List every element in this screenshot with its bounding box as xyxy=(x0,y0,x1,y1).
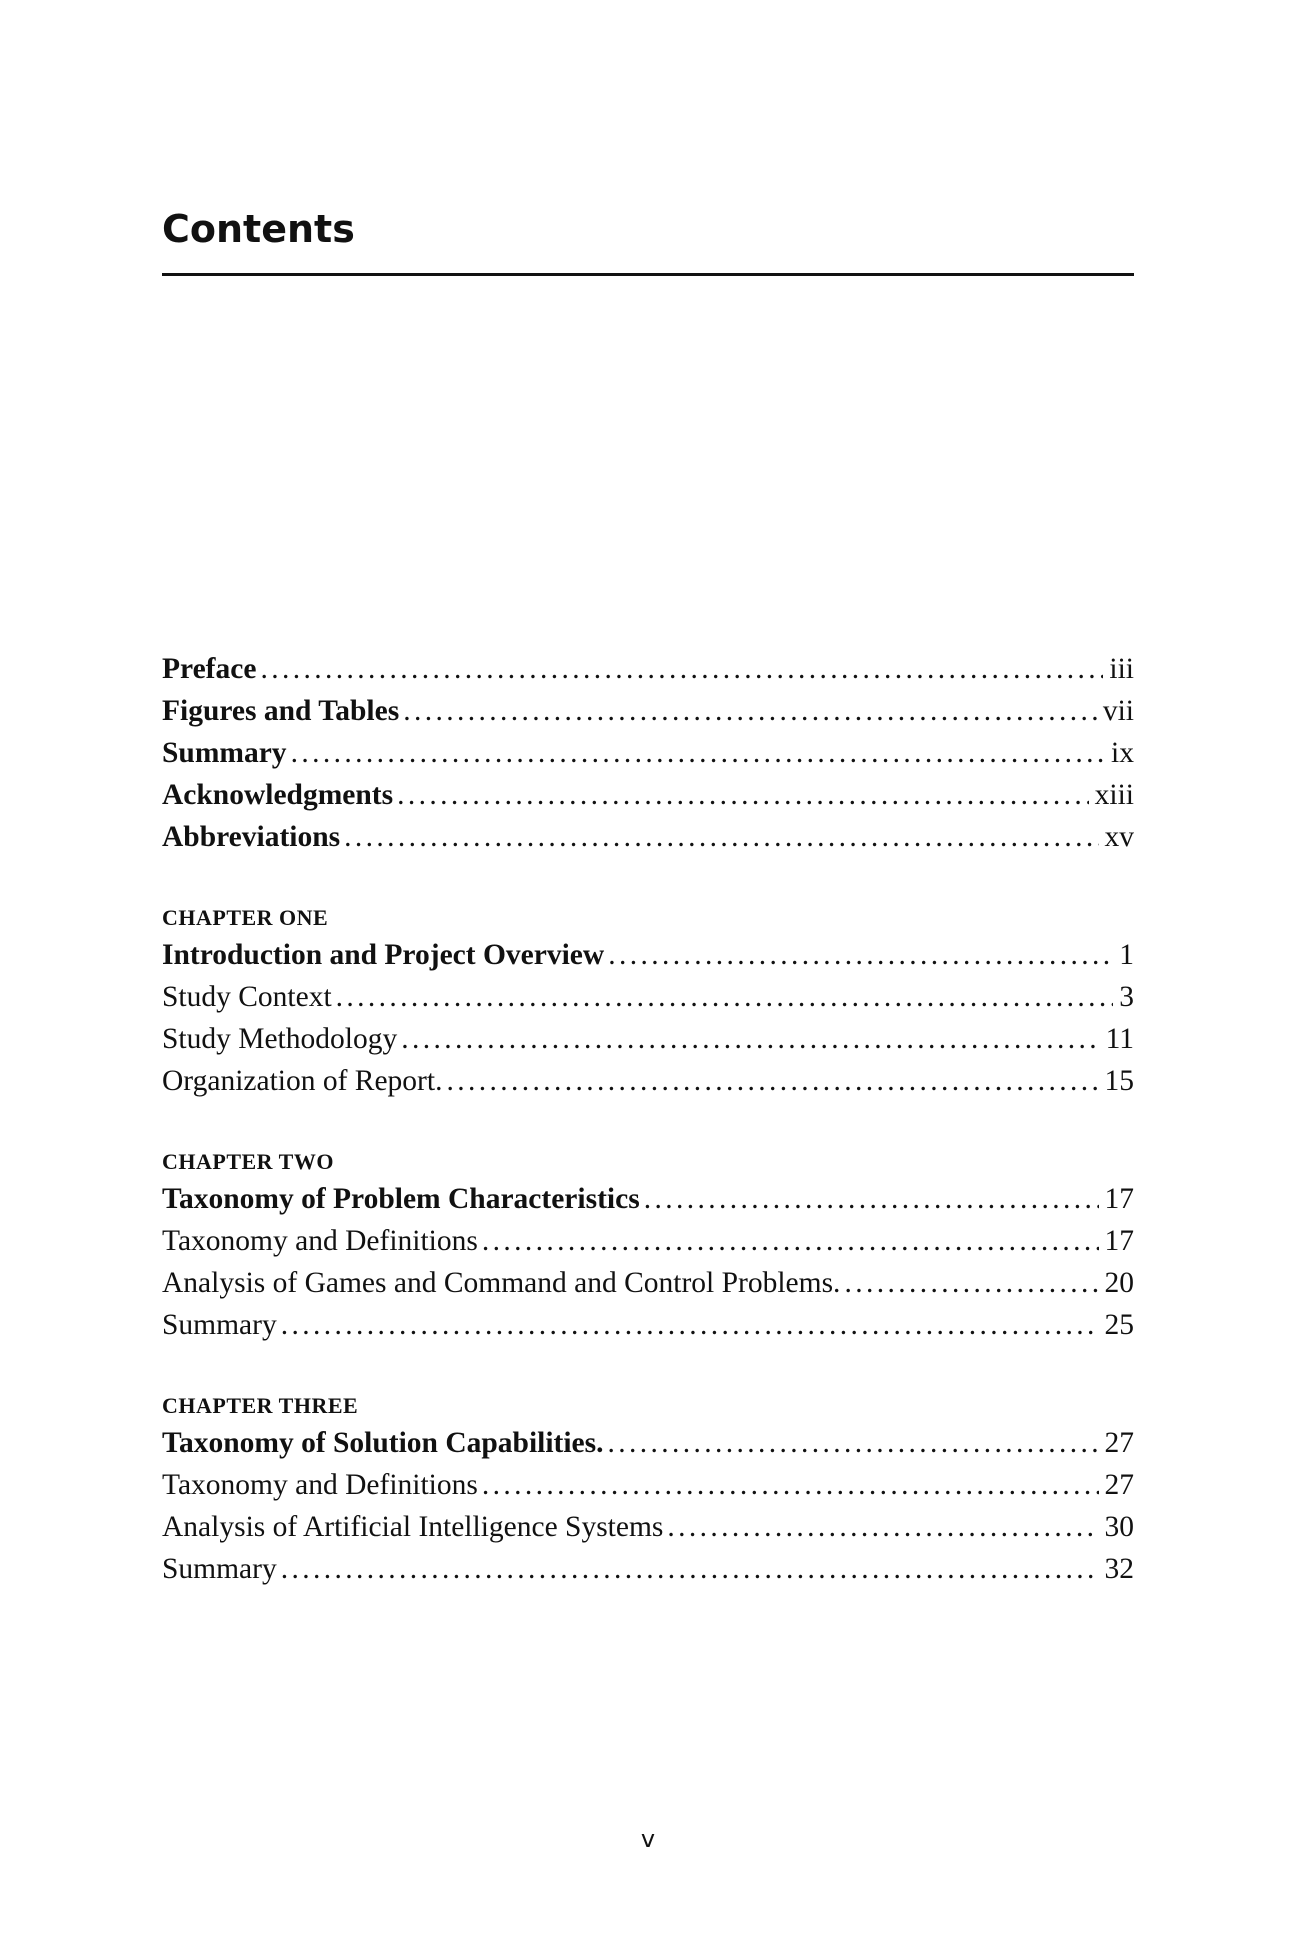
toc-entry-label: Study Context xyxy=(162,981,332,1013)
toc-entry-label: Summary xyxy=(162,737,287,769)
toc-entry-page: 30 xyxy=(1104,1511,1134,1543)
table-of-contents xyxy=(162,648,1134,1590)
toc-entry-page: 17 xyxy=(1104,1225,1134,1257)
dot-leader xyxy=(401,1018,1099,1060)
toc-entry-page: 15 xyxy=(1104,1065,1134,1097)
chapter-label: CHAPTER TWO xyxy=(162,1149,334,1174)
toc-entry-label: Summary xyxy=(162,1553,277,1585)
dot-leader xyxy=(344,816,1098,858)
toc-entry-preface[interactable] xyxy=(162,648,1134,690)
toc-entry-section[interactable] xyxy=(162,1506,1134,1548)
toc-entry-page: ix xyxy=(1111,737,1134,769)
chapter-label: CHAPTER THREE xyxy=(162,1393,359,1418)
chapter-two xyxy=(162,1136,1134,1346)
dot-leader xyxy=(482,1220,1099,1262)
dot-leader xyxy=(608,934,1113,976)
toc-entry-section[interactable] xyxy=(162,1262,1134,1304)
toc-entry-section[interactable] xyxy=(162,976,1134,1018)
dot-leader xyxy=(281,1548,1099,1590)
toc-entry-label: Taxonomy and Definitions xyxy=(162,1225,478,1257)
toc-entry-section[interactable] xyxy=(162,1304,1134,1346)
toc-entry-abbreviations[interactable] xyxy=(162,816,1134,858)
toc-entry-label: Introduction and Project Overview xyxy=(162,939,605,971)
toc-entry-summary[interactable] xyxy=(162,732,1134,774)
dot-leader xyxy=(608,1422,1099,1464)
toc-entry-page: xiii xyxy=(1094,779,1134,811)
dot-leader xyxy=(667,1506,1098,1548)
toc-entry-page: 11 xyxy=(1105,1023,1134,1055)
dot-leader xyxy=(446,1060,1098,1102)
toc-entry-page: xv xyxy=(1104,821,1134,853)
toc-entry-section[interactable] xyxy=(162,1018,1134,1060)
toc-entry-label: Figures and Tables xyxy=(162,695,400,727)
dot-leader xyxy=(482,1464,1099,1506)
dot-leader xyxy=(403,690,1097,732)
toc-entry-page: 1 xyxy=(1119,939,1134,971)
toc-entry-label: Taxonomy of Problem Characteristics xyxy=(162,1183,640,1215)
toc-entry-label: Acknowledgments xyxy=(162,779,394,811)
toc-entry-section[interactable] xyxy=(162,1464,1134,1506)
toc-entry-label: Taxonomy and Definitions xyxy=(162,1469,478,1501)
toc-entry-page: vii xyxy=(1102,695,1134,727)
toc-entry-chapter-title[interactable] xyxy=(162,934,1134,976)
dot-leader xyxy=(260,648,1103,690)
dot-leader xyxy=(291,732,1105,774)
front-matter-list xyxy=(162,648,1134,858)
dot-leader xyxy=(281,1304,1099,1346)
toc-entry-label: Study Methodology xyxy=(162,1023,398,1055)
title-divider xyxy=(162,273,1134,276)
toc-entry-label: Analysis of Games and Command and Control Problems. xyxy=(162,1267,841,1299)
dot-leader xyxy=(644,1178,1099,1220)
chapter-label: CHAPTER ONE xyxy=(162,905,329,930)
toc-entry-chapter-title[interactable] xyxy=(162,1178,1134,1220)
toc-entry-label: Summary xyxy=(162,1309,277,1341)
toc-entry-page: 25 xyxy=(1104,1309,1134,1341)
toc-entry-label: Organization of Report. xyxy=(162,1065,443,1097)
page-number: v xyxy=(640,1825,656,1853)
dot-leader xyxy=(336,976,1114,1018)
toc-entry-label: Taxonomy of Solution Capabilities. xyxy=(162,1427,604,1459)
dot-leader xyxy=(844,1262,1098,1304)
toc-entry-section[interactable] xyxy=(162,1220,1134,1262)
toc-entry-section[interactable] xyxy=(162,1060,1134,1102)
toc-entry-page: 17 xyxy=(1104,1183,1134,1215)
toc-entry-page: 32 xyxy=(1104,1553,1134,1585)
toc-entry-label: Preface xyxy=(162,653,257,685)
toc-entry-page: 27 xyxy=(1104,1427,1134,1459)
toc-entry-section[interactable] xyxy=(162,1548,1134,1590)
toc-entry-chapter-title[interactable] xyxy=(162,1422,1134,1464)
toc-entry-acknowledgments[interactable] xyxy=(162,774,1134,816)
dot-leader xyxy=(397,774,1089,816)
toc-entry-page: 27 xyxy=(1104,1469,1134,1501)
toc-entry-figures-and-tables[interactable] xyxy=(162,690,1134,732)
toc-entry-label: Abbreviations xyxy=(162,821,341,853)
toc-entry-page: iii xyxy=(1109,653,1134,685)
toc-entry-label: Analysis of Artificial Intelligence Systems xyxy=(162,1511,664,1543)
toc-entry-page: 3 xyxy=(1119,981,1134,1013)
page-title: Contents xyxy=(162,207,355,251)
chapter-three xyxy=(162,1380,1134,1590)
chapter-one xyxy=(162,892,1134,1102)
toc-entry-page: 20 xyxy=(1104,1267,1134,1299)
